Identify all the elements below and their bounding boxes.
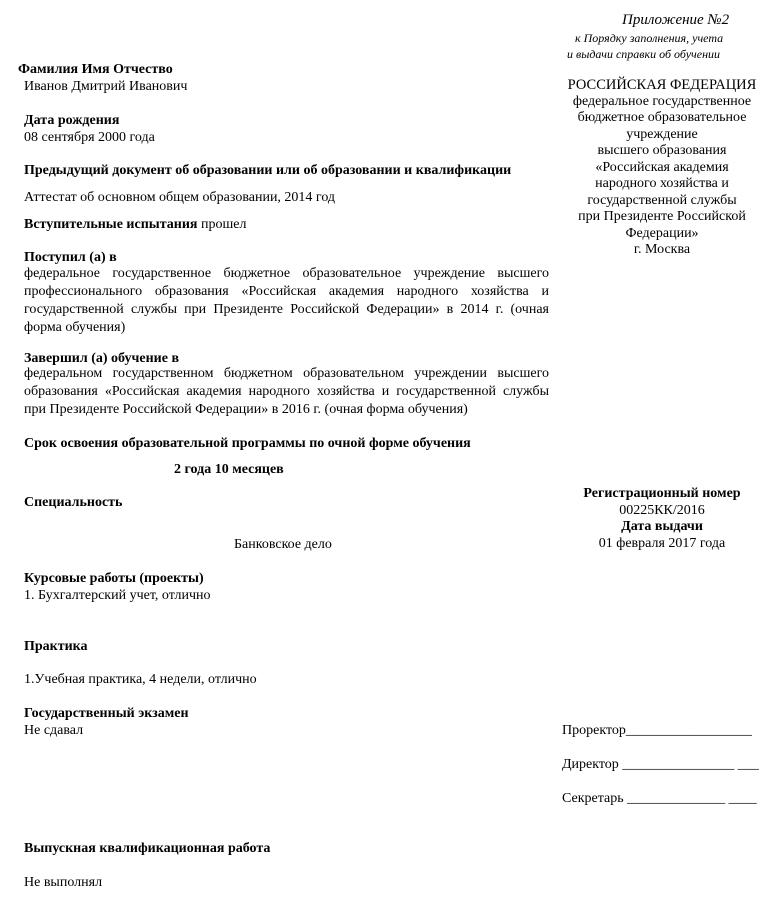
org-line-2: бюджетное образовательное — [577, 110, 747, 125]
registration-number-value: 00225КК/2016 — [619, 502, 705, 518]
org-line-1: федеральное государственное — [572, 93, 752, 109]
thesis-label: Выпускная квалификационная работа — [24, 841, 271, 856]
org-line-3: учреждение — [626, 126, 698, 142]
dob-value: 08 сентября 2000 года — [24, 130, 155, 145]
specialty-value: Банковское дело — [234, 537, 332, 552]
institution-header — [560, 77, 764, 259]
duration-label: Срок освоения образовательной программы по очной форме обучения — [24, 436, 471, 451]
completed-value: федеральном государственном бюджетном образовательном учреждении высшего образования «Российская академия народного хозяйства и государственной службы при Президенте Российской Федерации» в 2016 г. (очная форма обучения) — [24, 366, 549, 417]
practice-value: 1.Учебная практика, 4 недели, отлично — [24, 672, 257, 687]
enrolled-label: Поступил (а) в — [24, 250, 117, 265]
duration-value: 2 года 10 месяцев — [174, 462, 284, 477]
signature-secretary: Секретарь ______________ ____ — [562, 791, 757, 806]
state-exam-value: Не сдавал — [24, 723, 84, 738]
org-line-7: государственной службы — [587, 192, 737, 208]
thesis-value: Не выполнял — [24, 875, 103, 890]
practice-label: Практика — [24, 639, 88, 654]
state-exam-label: Государственный экзамен — [24, 706, 189, 721]
org-line-9: Федерации» — [625, 225, 699, 241]
prev-doc-label: Предыдущий документ об образовании или об образовании и квалификации — [24, 163, 512, 178]
specialty-label: Специальность — [24, 495, 123, 510]
entrance-exams — [24, 216, 246, 233]
prev-doc-value: Аттестат об основном общем образовании, 2014 год — [24, 190, 336, 205]
dob-label: Дата рождения — [24, 113, 120, 128]
issue-date-label: Дата выдачи — [621, 519, 703, 534]
org-line-10: г. Москва — [633, 242, 691, 257]
signature-director: Директор ________________ ___ — [562, 757, 759, 772]
appendix-line-2: и выдачи справки об обучении — [567, 47, 721, 61]
org-line-8: при Президенте Российской — [578, 209, 746, 224]
appendix-line-1: к Порядку заполнения, учета — [575, 31, 724, 45]
enrolled-value: федеральное государственное бюджетное образовательное учреждение высшего профессионального образования «Российская академия народного хозяйства и государственной службы при Президенте Российской Федерации» в 2014 г. (очная форма обучения) — [24, 266, 549, 335]
signature-prorector: Проректор__________________ — [562, 723, 752, 738]
entrance-value: прошел — [197, 217, 247, 232]
completed-label: Завершил (а) обучение в — [24, 351, 179, 366]
org-line-5: «Российская академия — [595, 159, 729, 175]
name-value: Иванов Дмитрий Иванович — [24, 79, 188, 94]
registration-number-label: Регистрационный номер — [583, 486, 741, 501]
country-name: РОССИЙСКАЯ ФЕДЕРАЦИЯ — [567, 77, 757, 93]
coursework-value: 1. Бухгалтерский учет, отлично — [24, 588, 211, 603]
org-line-4: высшего образования — [597, 143, 727, 158]
name-label: Фамилия Имя Отчество — [18, 62, 173, 77]
entrance-label: Вступительные испытания — [24, 217, 198, 232]
coursework-label: Курсовые работы (проекты) — [24, 571, 204, 586]
org-line-6: народного хозяйства и — [595, 176, 729, 191]
registration-block — [560, 486, 764, 552]
appendix-title: Приложение №2 — [622, 12, 730, 28]
issue-date-value: 01 февраля 2017 года — [598, 535, 726, 551]
